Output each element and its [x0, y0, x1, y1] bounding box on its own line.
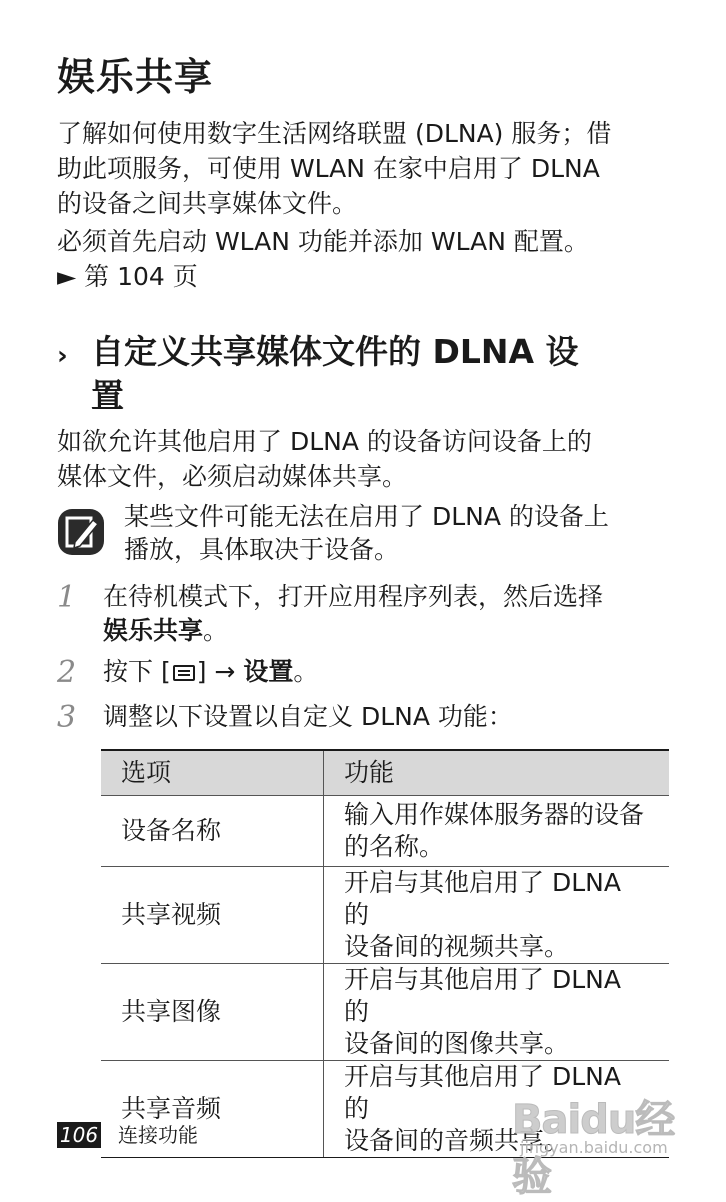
option-cell: 共享音频 [101, 1060, 324, 1157]
function-line: 输入用作媒体服务器的设备 [344, 799, 645, 829]
punctuation: 。 [203, 616, 229, 645]
chapter-label: 连接功能 [118, 1123, 198, 1147]
section-intro [57, 424, 682, 494]
chevron-right-icon: › [57, 341, 68, 371]
function-line: 设备间的视频共享。 [344, 931, 570, 961]
table-row [101, 866, 669, 963]
step-number: 1 [57, 580, 77, 615]
step-text-pre: 按下 [ [103, 657, 171, 686]
punctuation: 。 [293, 657, 319, 686]
function-cell [324, 963, 670, 1060]
function-line: 设备间的图像共享。 [344, 1028, 570, 1058]
step-number: 2 [57, 655, 77, 690]
note-line: 播放，具体取决于设备。 [124, 535, 400, 564]
table-header-row [101, 750, 669, 795]
function-cell [324, 795, 670, 866]
step-number: 3 [57, 700, 77, 735]
prereq-line: 必须首先启动 WLAN 功能并添加 WLAN 配置。 [57, 227, 589, 256]
intro-line: 了解如何使用数字生活网络联盟 (DLNA) 服务；借 [57, 119, 612, 148]
page-reference: ► 第 104 页 [57, 262, 198, 291]
intro-line: 助此项服务，可使用 WLAN 在家中启用了 DLNA [57, 154, 600, 183]
option-cell: 设备名称 [101, 795, 324, 866]
intro-line: 的设备之间共享媒体文件。 [57, 189, 358, 218]
step-text-arrow: ] → [196, 657, 244, 686]
note-line: 某些文件可能无法在启用了 DLNA 的设备上 [124, 502, 609, 531]
function-line: 的名称。 [344, 831, 445, 861]
step-line: 在待机模式下，打开应用程序列表，然后选择 [103, 582, 604, 611]
table-row [101, 963, 669, 1060]
section-heading-line: 置 [91, 376, 124, 415]
note-text [124, 500, 684, 566]
intro-paragraph [57, 116, 682, 221]
step-text [103, 580, 683, 648]
settings-label: 设置 [243, 657, 294, 686]
step-line [103, 614, 683, 648]
page-title: 娱乐共享 [57, 55, 214, 99]
section-intro-line: 媒体文件，必须启动媒体共享。 [57, 462, 408, 491]
table-row [101, 795, 669, 866]
note-pen-icon [55, 506, 107, 558]
function-line: 开启与其他启用了 DLNA 的 [344, 867, 621, 929]
prerequisite-paragraph [57, 224, 682, 294]
function-line: 开启与其他启用了 DLNA 的 [344, 1061, 621, 1123]
app-name: 娱乐共享 [103, 616, 204, 645]
column-header: 功能 [324, 750, 670, 795]
step-text [103, 655, 683, 689]
watermark-url: jingyan.baidu.com [520, 1138, 668, 1157]
option-cell: 共享视频 [101, 866, 324, 963]
step-text: 调整以下设置以自定义 DLNA 功能： [103, 702, 513, 731]
function-cell [324, 866, 670, 963]
function-line: 开启与其他启用了 DLNA 的 [344, 964, 621, 1026]
menu-key-icon [173, 665, 195, 681]
baidu-watermark [512, 1088, 712, 1200]
section-intro-line: 如欲允许其他启用了 DLNA 的设备访问设备上的 [57, 427, 592, 456]
section-heading-line: 自定义共享媒体文件的 DLNA 设 [91, 332, 579, 371]
function-line: 设备间的音频共享。 [344, 1125, 570, 1155]
column-header: 选项 [101, 750, 324, 795]
option-cell: 共享图像 [101, 963, 324, 1060]
watermark-logo: Baidu经验 [512, 1097, 675, 1200]
page-number: 106 [57, 1122, 101, 1148]
